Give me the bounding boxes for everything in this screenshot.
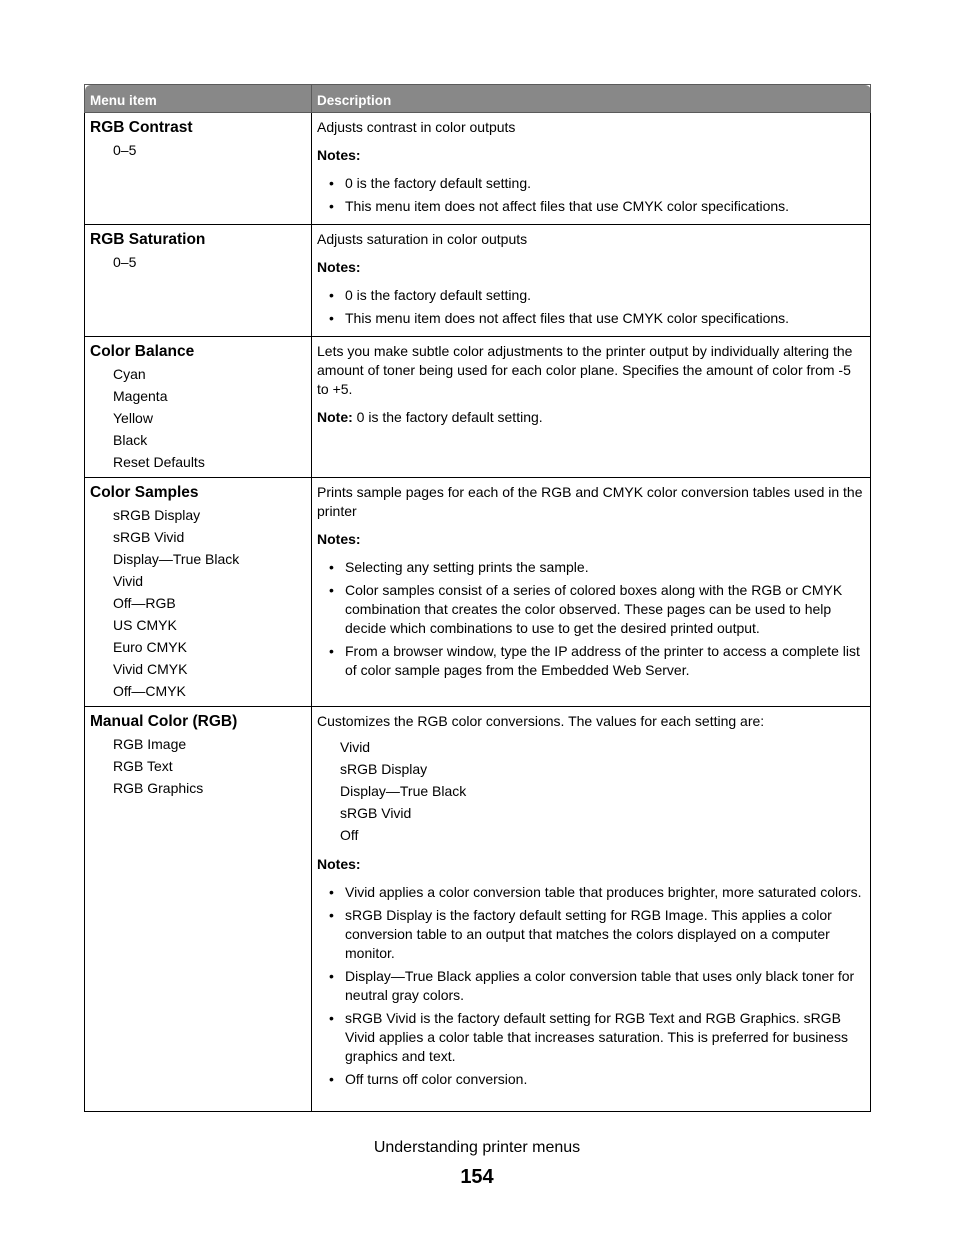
menu-option: 0–5 (113, 254, 137, 270)
description-cell (312, 337, 871, 478)
description-text: Adjusts saturation in color outputs (317, 231, 528, 247)
menu-option: Vivid CMYK (113, 661, 188, 677)
menu-option: Black (113, 432, 148, 448)
menu-option: Cyan (113, 366, 146, 382)
note-label: Note: (317, 409, 353, 425)
notes-label: Notes: (317, 147, 361, 163)
table-row (85, 113, 871, 225)
description-cell (312, 478, 871, 707)
column-header-menu-item: Menu item (85, 85, 312, 113)
note-item: • 0 is the factory default setting. (317, 286, 866, 305)
notes-label: Notes: (317, 259, 361, 275)
setting-value: Vivid (340, 739, 371, 755)
notes-label: Notes: (317, 856, 361, 872)
note-item: • This menu item does not affect files that use CMYK color specifications. (317, 197, 866, 216)
table-row (85, 707, 871, 1112)
note-item: • 0 is the factory default setting. (317, 174, 866, 193)
menu-option: RGB Image (113, 736, 187, 752)
menu-item-title: Color Balance (90, 343, 195, 360)
setting-values-list (340, 736, 866, 846)
menu-option: Off—CMYK (113, 683, 186, 699)
menu-table (84, 84, 871, 1112)
table-row (85, 478, 871, 707)
menu-option: Reset Defaults (113, 454, 205, 470)
note-text: 0 is the factory default setting. (352, 409, 543, 425)
table-row (85, 337, 871, 478)
note-item: • Off turns off color conversion. (317, 1070, 866, 1089)
menu-option: Off—RGB (113, 595, 176, 611)
menu-item-title: Color Samples (90, 484, 199, 501)
menu-item-title: Manual Color (RGB) (90, 713, 238, 730)
menu-item-cell (85, 707, 312, 1112)
note-item: • sRGB Vivid is the factory default setting for RGB Text and RGB Graphics. sRGB Vivid applies a color table that increases saturation. This is preferred for business graphics and text. (317, 1009, 866, 1066)
description-cell (312, 113, 871, 225)
note-item: • This menu item does not affect files that use CMYK color specifications. (317, 309, 866, 328)
note-item: • Color samples consist of a series of colored boxes along with the RGB or CMYK combination that creates the color observed. These pages can be used to help decide which combinations to use to get the desired printed output. (317, 581, 866, 638)
note-line (317, 408, 866, 427)
description-text: Prints sample pages for each of the RGB and CMYK color conversion tables used in the printer (317, 484, 863, 519)
page-number: 154 (460, 1166, 494, 1188)
menu-item-title: RGB Contrast (90, 119, 193, 136)
menu-option: RGB Text (113, 758, 173, 774)
menu-option: sRGB Vivid (113, 529, 185, 545)
note-item: • Vivid applies a color conversion table that produces brighter, more saturated colors. (317, 883, 866, 902)
column-header-description: Description (312, 85, 871, 113)
menu-option: Yellow (113, 410, 153, 426)
setting-value: Display—True Black (340, 783, 467, 799)
note-item: • sRGB Display is the factory default setting for RGB Image. This applies a color conversion table to an output that matches the colors displayed on a computer monitor. (317, 906, 866, 963)
setting-value: sRGB Display (340, 761, 428, 777)
notes-list (317, 174, 866, 216)
menu-option: Euro CMYK (113, 639, 187, 655)
footer-section-title: Understanding printer menus (373, 1139, 581, 1156)
menu-item-cell (85, 225, 312, 337)
menu-option: US CMYK (113, 617, 177, 633)
note-item: • Selecting any setting prints the sample. (317, 558, 866, 577)
setting-value: Off (340, 827, 359, 843)
setting-value: sRGB Vivid (340, 805, 412, 821)
note-item: • From a browser window, type the IP address of the printer to access a complete list of color sample pages from the Embedded Web Server. (317, 642, 866, 680)
menu-option: Vivid (113, 573, 144, 589)
menu-item-cell (85, 337, 312, 478)
notes-label: Notes: (317, 531, 361, 547)
menu-option: RGB Graphics (113, 780, 204, 796)
menu-option: Display—True Black (113, 551, 240, 567)
note-item: • Display—True Black applies a color conversion table that uses only black toner for neutral gray colors. (317, 967, 866, 1005)
menu-item-cell (85, 113, 312, 225)
menu-item-cell (85, 478, 312, 707)
description-cell (312, 225, 871, 337)
menu-option: sRGB Display (113, 507, 201, 523)
menu-option: 0–5 (113, 142, 137, 158)
menu-option: Magenta (113, 388, 168, 404)
notes-list (317, 286, 866, 328)
description-text: Lets you make subtle color adjustments to the printer output by individually altering the amount of toner being used for each color plane. Specifies the amount of color from -5 to +5. (317, 343, 853, 397)
table-row (85, 225, 871, 337)
description-text: Customizes the RGB color conversions. The values for each setting are: (317, 713, 765, 729)
notes-list (317, 883, 866, 1089)
table-header-row (85, 85, 871, 113)
description-text: Adjusts contrast in color outputs (317, 119, 516, 135)
description-cell (312, 707, 871, 1112)
menu-item-title: RGB Saturation (90, 231, 206, 248)
notes-list (317, 558, 866, 680)
